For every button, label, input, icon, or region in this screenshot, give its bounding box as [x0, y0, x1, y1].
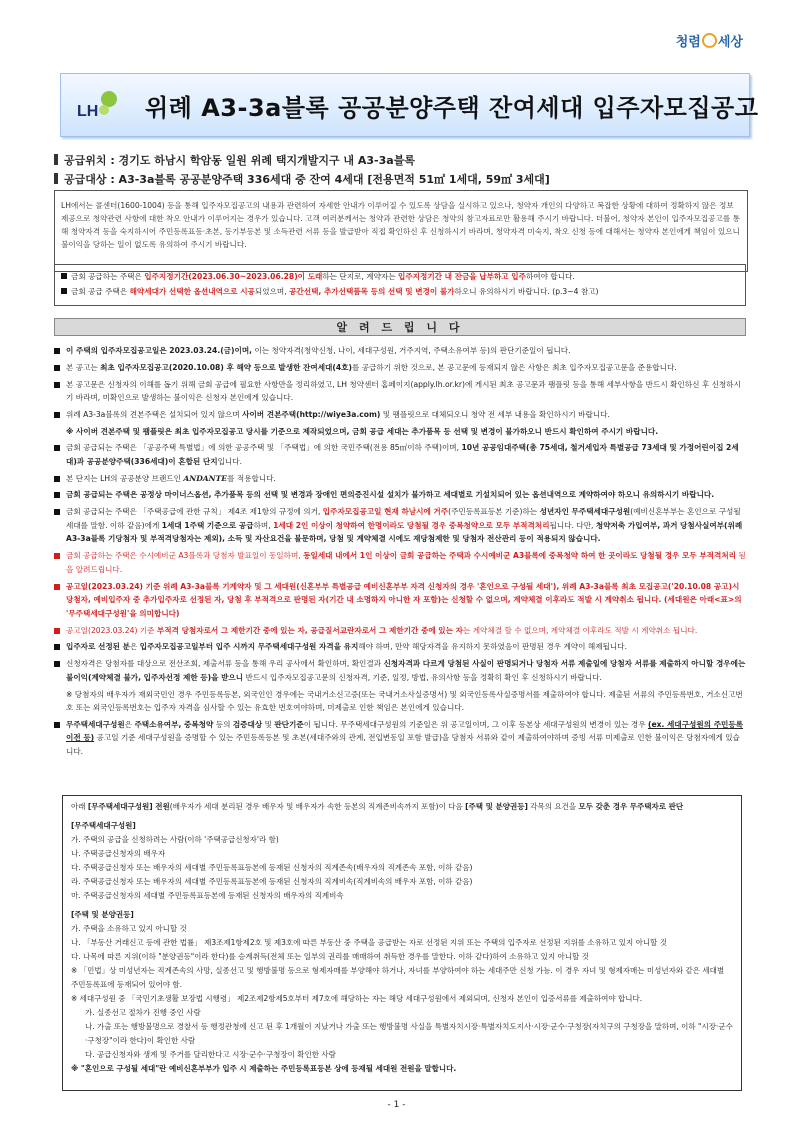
bullet-square-icon [54, 445, 60, 451]
text: 판단기준 [274, 719, 304, 729]
text: [주택 및 분양권등] [465, 802, 528, 811]
text: 모두 갖춘 경우 무주택자로 판단 [578, 802, 684, 811]
brand-text-post: 세상 [717, 35, 743, 50]
text: [무주택세대구성원] 전원 [87, 802, 170, 811]
bullet-square-icon [54, 365, 60, 371]
box-note: ※ "혼인으로 구성될 세대"란 예비신혼부부가 입주 시 제출하는 주민등록표등본 상에 등재될 세대원 전원을 말합니다. [71, 1064, 457, 1073]
box-row: 마. 주택공급신청자의 세대별 주민등록표등본에 등재된 신청자의 배우자의 직계비속 [71, 891, 344, 900]
text: 해약세대가 선택한 옵션내역으로 시공 [129, 287, 255, 296]
list-note: ※ 당첨자의 배우자가 재외국민인 경우 주민등록등본, 외국인인 경우에는 국내거소신고증(또는 국내거소사실증명서) 및 외국인등록사실증명서를 제출하여야 합니다. 제출된 서류의 주민등록번호, 거소신고번호 또는 외국인등록번호는 입주자 자격을 심사할 수 있는 유효한 번호여야하며, 미제출로 인한 책임은 본인에게 있습니다. [66, 689, 743, 713]
text: 1세대 1주택 기준으로 공급 [161, 520, 254, 530]
supply-info [54, 151, 744, 189]
text: 이 주택의 입주자모집공고일은 2023.03.24.(금)이며, [66, 346, 253, 355]
text: 공고일(2023.03.24) 기준 [66, 625, 157, 635]
text: 입주자모집공고일부터 입주 시까지 무주택세대구성원 자격을 유지 [139, 642, 359, 652]
text: 10년 공공임대주택(총 75세대, 철거세입자 특별공급 73세대 및 가정어린이집 2세대)과 공공분양주택(336세대)이 혼합된 단지 [66, 443, 739, 466]
integrity-brand-logo [676, 31, 743, 50]
notice-box [54, 264, 746, 306]
list-item [54, 657, 746, 684]
bullet-square-icon [54, 584, 60, 590]
text: 하여야 합니다. [525, 272, 575, 281]
list-note: ※ 사이버 견본주택 및 팸플릿은 최초 입주자모집공고 당시를 기준으로 제작되었으며, 금회 공급 세대는 추가품목 등 선택 및 변경이 불가하오니 반드시 확인하여 주시기 바랍니다. [66, 426, 659, 436]
supply-target [54, 170, 744, 189]
text: 금회 공급 주택은 [71, 287, 130, 296]
text: 입주자모집공고일 현재 하남시에 거주 [322, 507, 449, 517]
text: 위례 A3-3a블록의 견본주택은 설치되어 있지 않으며 [66, 409, 243, 419]
text: 입니다. [217, 456, 242, 466]
text: 1세대 2인 이상이 청약하여 한명이라도 당첨될 경우 중복청약으로 모두 부적격처리 [273, 520, 550, 530]
text: 금회 공급하는 주택은 [71, 272, 145, 281]
text: 입주자로 선정된 분 [66, 642, 130, 652]
box-row: 가. 실종선고 절차가 진행 중인 사람 [85, 1008, 201, 1017]
text: 하며, [253, 520, 274, 530]
box-subheading: [주택 및 분양권등] [71, 910, 134, 919]
list-item [54, 441, 746, 468]
text: 공고일(2023.03.24) 기준 위례 A3-3a블록 기계약자 및 그 세대원(신혼부부 특별공급 예비신혼부부 자격 신청자의 경우 '혼인으로 구성될 세대'), 위례 A3-3a블록 최초 모집공고('20.10.08 공고)시 당첨자, 예비입주자 중 추가입주자로 선정된 자, 당첨 후 부적격으로 판명된 자(기간 내 소명하지 아니한 자 포함)는 신청할 수 없으며, 계약체결 이후라도 적발 시 계약취소 됩니다. (세대원은 아래<표>의 '무주택세대구성원'을 의미합니다) [66, 581, 742, 618]
text: 는 계약체결 할 수 없으며, 계약체결 이후라도 적발 시 계약취소 됩니다. [462, 625, 698, 635]
bullet-square-icon [54, 382, 60, 388]
bullet-square-icon [54, 412, 60, 418]
text: 해야 하며, 만약 해당자격을 유지하지 못하였음이 판명된 경우 계약이 해제됩니다. [358, 642, 627, 652]
integrity-ring-icon [702, 33, 717, 48]
text: 사이버 견본주택(http://wiye3a.com) [242, 409, 381, 419]
box-row: 라. 주택공급신청자 또는 배우자의 세대별 주민등록표등본에 등재된 신청자의 직계비속(직계비속의 배우자 포함, 이하 같음) [71, 877, 473, 886]
text: 무주택세대구성원 [66, 719, 125, 729]
box-row: 다. 공급신청자와 생계 및 주거를 달리한다고 시장·군수·구청장이 확인한 사람 [85, 1050, 336, 1059]
text: 부적격 당첨자로서 그 제한기간 중에 있는 자, 공급질서교란자로서 그 제한기간 중에 있는 자 [156, 625, 463, 635]
box-row: 다. 주택공급신청자 또는 배우자의 세대별 주민등록표등본에 등재된 신청자의 직계존속(배우자의 직계존속 포함, 이하 같음) [71, 863, 473, 872]
text: 이 됩니다. 무주택세대구성원의 기준일은 위 공고일이며, 그 이후 등본상 세대구성원의 변경이 있는 경우 [303, 719, 648, 729]
supply-target-text: 공급대상 : A3-3a블록 공공분양주택 336세대 중 잔여 4세대 [전용면적 51㎡ 1세대, 59㎡ 3세대] [64, 173, 550, 186]
text: 되었으며, [254, 287, 290, 296]
list-item [54, 580, 746, 621]
text: 신청자격은 당첨자를 대상으로 전산조회, 제출서류 등을 통해 우리 공사에서 확인하며, 확인결과 [66, 659, 384, 669]
bullet-square-icon [54, 492, 60, 498]
text: 반드시 입주자모집공고문의 신청자격, 기준, 일정, 방법, 유의사항 등을 정확히 확인 후 신청하시기 바랍니다. [243, 672, 602, 682]
list-item [54, 472, 746, 486]
box-note: ※ 「민법」상 미성년자는 직계존속의 사망, 실종선고 및 행방불명 등으로 형제자매를 부양해야 하거나, 자녀를 부양하여야 하는 세대주만 신청 가능. 이 경우 자녀 및 형제자매는 미성년자와 같은 세대별 주민등록표에 등재되어 있어야 함. [71, 966, 725, 989]
text: (배우자가 세대 분리된 경우 배우자 및 배우자가 속한 등본의 직계존비속까지 포함)이 다음 [169, 802, 466, 811]
lh-logo-text: LH [77, 103, 99, 120]
list-item [54, 361, 746, 375]
text: 공간선택, 추가선택품목 등의 선택 및 변경이 불가 [289, 287, 455, 296]
list-item [54, 408, 746, 422]
text: 은 [129, 642, 140, 652]
bullet-square-icon [61, 288, 67, 294]
text: 등의 [213, 719, 233, 729]
list-item [54, 718, 746, 759]
text: 금회 공급하는 주택은 수시예비군 A3블록과 당첨자 발표일이 동일하며, [66, 551, 304, 561]
supply-location-text: 공급위치 : 경기도 하남시 학암동 일원 위례 택지개발지구 내 A3-3a블록 [64, 154, 415, 167]
text: 최초 입주자모집공고(2020.10.08) 후 해약 등으로 발생한 잔여세대(4호) [100, 362, 352, 372]
list-item [54, 488, 746, 502]
bullet-marker [54, 154, 58, 165]
box-row: 다. 나목에 따른 지위(이하 "분양권등"이라 한다)를 승계취득(전체 또는 일부의 권리를 매매하여 취득한 경우를 말한다. 이하 같다)하여 소유하고 있지 아니할 것 [71, 952, 589, 961]
notice-line-2 [61, 284, 739, 299]
text: 이는 청약자격(청약신청, 나이, 세대구성원, 거주지역, 주택소유여부 등)의 판단기준일이 됩니다. [252, 346, 571, 355]
text: (주민등록표등본 기준)하는 [448, 507, 540, 517]
notice-list [54, 344, 746, 762]
text: 를 적용합니다. [227, 473, 276, 483]
andante-brand-logo: ANDANTE [183, 473, 228, 483]
bullet-square-icon [54, 476, 60, 482]
text: 및 [262, 719, 275, 729]
text: 아래 [71, 802, 88, 811]
text: 본 공고문은 신청자의 이해를 돕기 위해 금회 공급에 필요한 사항만을 정리하였고, LH 청약센터 홈페이지(apply.lh.or.kr)에 게시된 최초 공고문과 팸플릿 등을 통해 세부사항을 반드시 확인하신 후 신청하시기 바라며, 미확인으로 발생하는 불이익은 신청자 본인에게 있습니다. [66, 379, 741, 403]
text: 및 팸플릿으로 대체되오니 청약 전 세부 내용을 확인하시기 바랍니다. [380, 409, 610, 419]
text: 신청자격과 다르게 당첨된 사실이 판명되거나 당첨자 서류 제출일에 당첨자 서류를 제출하지 아니할 경우에는 불이익(계약체결 불가, 입주자선정 제한 등)을 받으니 [66, 659, 746, 682]
text: 은 [124, 719, 135, 729]
text: 청약저축 가입여부, 과거 당첨사실여부(위례 A3-3a블록 기당첨자 및 부적격당첨자는 제외), 소득 및 자산요건을 불문하며, 당첨 및 계약체결 시에도 재당첨제한 및 당첨자 전산관리 등이 적용되지 않습니다. [66, 520, 743, 544]
text: 금회 공급되는 주택은 공정상 마이너스옵션, 추가품목 등의 선택 및 변경과 장애인 편의증진시설 설치가 불가하고 세대별로 기설치되어 있는 옵션내역으로 계약하여야 하오니 유의하시기 바랍니다. [66, 490, 715, 500]
title-banner [60, 73, 759, 137]
notice-line-1 [61, 269, 739, 284]
text: 하는 단지로, 계약자는 [322, 272, 398, 281]
homeless-criteria-box [62, 795, 742, 1091]
box-row: 나. 주택공급신청자의 배우자 [71, 849, 166, 858]
bullet-square-icon [54, 509, 60, 515]
list-item [54, 344, 746, 358]
bullet-square-icon [54, 644, 60, 650]
list-item [54, 624, 746, 638]
box-row: 가. 주택의 공급을 신청하려는 사람(이하 '주택공급신청자'라 함) [71, 835, 279, 844]
text: 금회 공급되는 주택은 「주택공급에 관한 규칙」 제4조 제1항의 규정에 의거, [66, 507, 323, 517]
list-item [54, 640, 746, 654]
bullet-square-icon [54, 553, 60, 559]
box-note: ※ 세대구성원 중 「국민기초생활 보장법 시행령」 제2조제2항제5호부터 제7호에 해당하는 자는 해당 세대구성원에서 제외되며, 신청자 본인이 입증서류를 제출하여야 합니다. [71, 994, 643, 1003]
text: 하오니 유의하시기 바랍니다. (p.3~4 참고) [454, 287, 599, 296]
list-item [54, 549, 746, 576]
bullet-square-icon [54, 722, 60, 728]
text: 됨을 알려드립니다. [66, 551, 746, 574]
list-item [54, 378, 746, 405]
text: (ex. 세대구성원의 주민등록이전 등) [66, 719, 744, 743]
text: 본 단지는 LH의 공공분양 브랜드인 [66, 473, 184, 483]
text: 를 공급하기 위한 것으로, 본 공고문에 등재되지 않은 사항은 최초 입주자모집공고문을 준용합니다. [351, 362, 677, 372]
page-title: 위례 A3-3a블록 공공분양주택 잔여세대 입주자모집공고 [145, 94, 759, 122]
section-heading: 알 려 드 립 니 다 [54, 318, 746, 336]
text: 동일세대 내에서 1인 이상이 금회 공급하는 주택과 수시예비군 A3블록에 중복청약 하여 한 곳이라도 당첨될 경우 모두 부적격처리 [303, 551, 737, 561]
text: 입주지정기간 내 잔금을 납부하고 입주 [398, 272, 526, 281]
text: 각목의 요건을 [527, 802, 579, 811]
text: 공고일 기준 세대구성원을 증명할 수 있는 주민등록등본 및 초본(세대주와의 관계, 전입변동일 포함 발급)을 당첨자 서류와 같이 제출하여야하며 증빙 서류 미제출로 인한 불이익은 당첨자에게 있습니다. [66, 733, 740, 756]
lh-logo [75, 88, 121, 122]
text: 주택소유여부, 중복청약 [134, 719, 214, 729]
list-item [54, 505, 746, 546]
text: 금회 공급되는 주택은 「공공주택 특별법」에 의한 공공주택 및 「주택법」에 의한 국민주택(전용 85㎡이하 주택)이며, [66, 443, 462, 453]
supply-location [54, 151, 744, 170]
box-lead [71, 800, 733, 814]
page-number: - 1 - [387, 1100, 406, 1110]
text: 성년자인 무주택세대구성원 [539, 507, 631, 517]
text: 됩니다. 다만, [549, 520, 596, 530]
box-row: 가. 주택을 소유하고 있지 아니할 것 [71, 924, 187, 933]
bullet-square-icon [54, 348, 60, 354]
text: 입주지정기간(2023.06.30~2023.06.28)이 도래 [144, 272, 323, 281]
text: 본 공고는 [66, 362, 101, 372]
text: 검증대상 [232, 719, 263, 729]
box-row: 나. 가출 또는 행방불명으로 경찰서 등 행정관청에 신고 된 후 1개월이 지났거나 가출 또는 행방불명 사실을 특별자치시장·특별자치도지사·시장·군수·구청장(자치구의 구청장을 말하며, 이하 "시장·군수·구청장"이라 한다)이 확인한 사람 [85, 1022, 733, 1045]
text: (예비신혼부부는 혼인으로 구성될 세대를 말함. 이하 같음)에게 [66, 507, 741, 530]
intro-box: LH에서는 콜센터(1600-1004) 등을 통해 입주자모집공고의 내용과 관련하여 자세한 안내가 이루어질 수 있도록 상담을 실시하고 있으나, 청약자 개인의 다양하고 복잡한 상황에 대하여 정확하지 않은 정보 제공으로 청약관련 사항에 대한 착오 안내가 이루어지는 경우가 있습니다. 고객 여러분께서는 청약과 관련한 상담은 청약의 참고자료로만 활용해 주시기 바랍니다. 더불어, 청약자 본인이 입주자모집공고를 통해 청약자격 등을 숙지하시어 주민등록표등·초본, 등기부등본 및 소득관련 서류 등을 발급받아 직접 확인하신 후 신청하시기 바라며, 청약자격 미숙지, 착오 신청 등에 대해서는 청약자 본인에게 책임이 있으니 불이익을 당하는 일이 없도록 유의하여 주시기 바랍니다. [54, 190, 748, 272]
box-subheading: [무주택세대구성원] [71, 821, 136, 830]
bullet-square-icon [54, 661, 60, 667]
bullet-marker [54, 173, 58, 184]
brand-text-pre: 청렴 [675, 35, 701, 50]
bullet-square-icon [54, 628, 60, 634]
bullet-square-icon [61, 273, 67, 279]
box-row: 나. 「부동산 거래신고 등에 관한 법률」 제3조제1항제2호 및 제3호에 따른 부동산 중 주택을 공급받는 자로 선정된 지위 또는 주택의 입주자로 선정된 지위를 소유하고 있지 아니할 것 [71, 938, 667, 947]
